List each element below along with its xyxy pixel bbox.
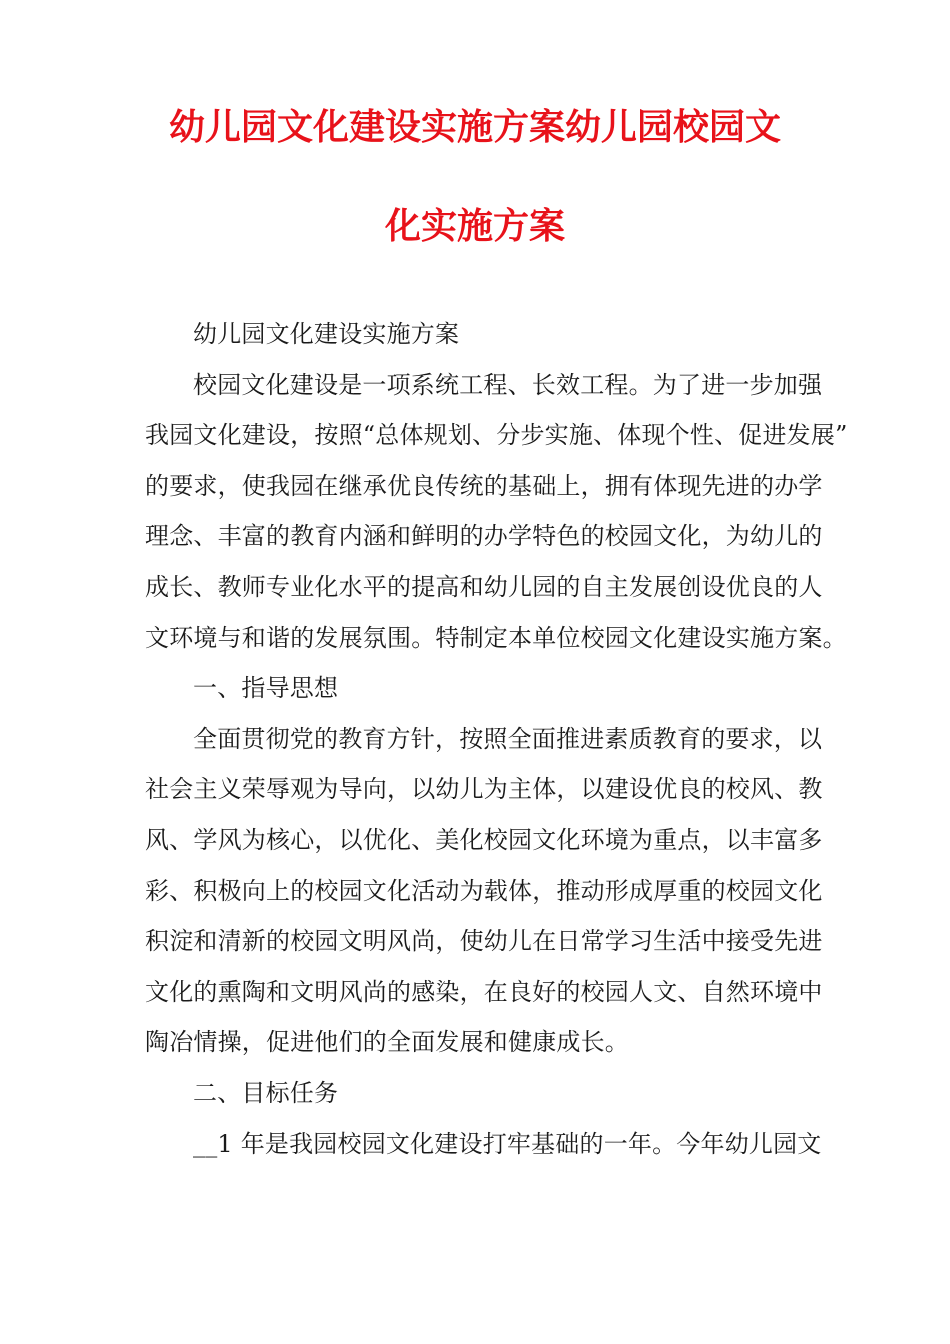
paragraph-line: 理念、丰富的教育内涵和鲜明的办学特色的校园文化，为幼儿的 (145, 522, 823, 551)
paragraph-line: 社会主义荣辱观为导向，以幼儿为主体，以建设优良的校风、教 (145, 775, 823, 804)
paragraph-line: 我园文化建设，按照“总体规划、分步实施、体现个性、促进发展” (145, 421, 848, 450)
section-heading: 一、指导思想 (193, 674, 339, 703)
paragraph-line: __1 年是我园校园文化建设打牢基础的一年。今年幼儿园文 (193, 1129, 822, 1158)
paragraph-line: 的要求，使我园在继承优良传统的基础上，拥有体现先进的办学 (145, 471, 823, 500)
document-title-line-1: 幼儿园文化建设实施方案幼儿园校园文 (168, 107, 781, 148)
paragraph-line: 全面贯彻党的教育方针，按照全面推进素质教育的要求，以 (193, 724, 823, 753)
paragraph-line: 校园文化建设是一项系统工程、长效工程。为了进一步加强 (193, 370, 823, 399)
document-title-line-2: 化实施方案 (384, 206, 565, 247)
section-heading: 二、目标任务 (193, 1078, 339, 1107)
document-body (145, 318, 848, 1178)
paragraph-line: 成长、教师专业化水平的提高和幼儿园的自主发展创设优良的人 (145, 572, 823, 601)
paragraph-line: 文化的熏陶和文明风尚的感染，在良好的校园人文、自然环境中 (145, 977, 823, 1006)
paragraph-line: 风、学风为核心，以优化、美化校园文化环境为重点，以丰富多 (145, 825, 823, 854)
paragraph-line: 陶冶情操，促进他们的全面发展和健康成长。 (145, 1028, 629, 1057)
paragraph-line: 彩、积极向上的校园文化活动为载体，推动形成厚重的校园文化 (145, 876, 823, 905)
paragraph-line: 文环境与和谐的发展氛围。特制定本单位校园文化建设实施方案。 (145, 623, 847, 652)
section-heading: 幼儿园文化建设实施方案 (193, 320, 460, 348)
paragraph-line: 积淀和清新的校园文明风尚，使幼儿在日常学习生活中接受先进 (145, 927, 823, 956)
